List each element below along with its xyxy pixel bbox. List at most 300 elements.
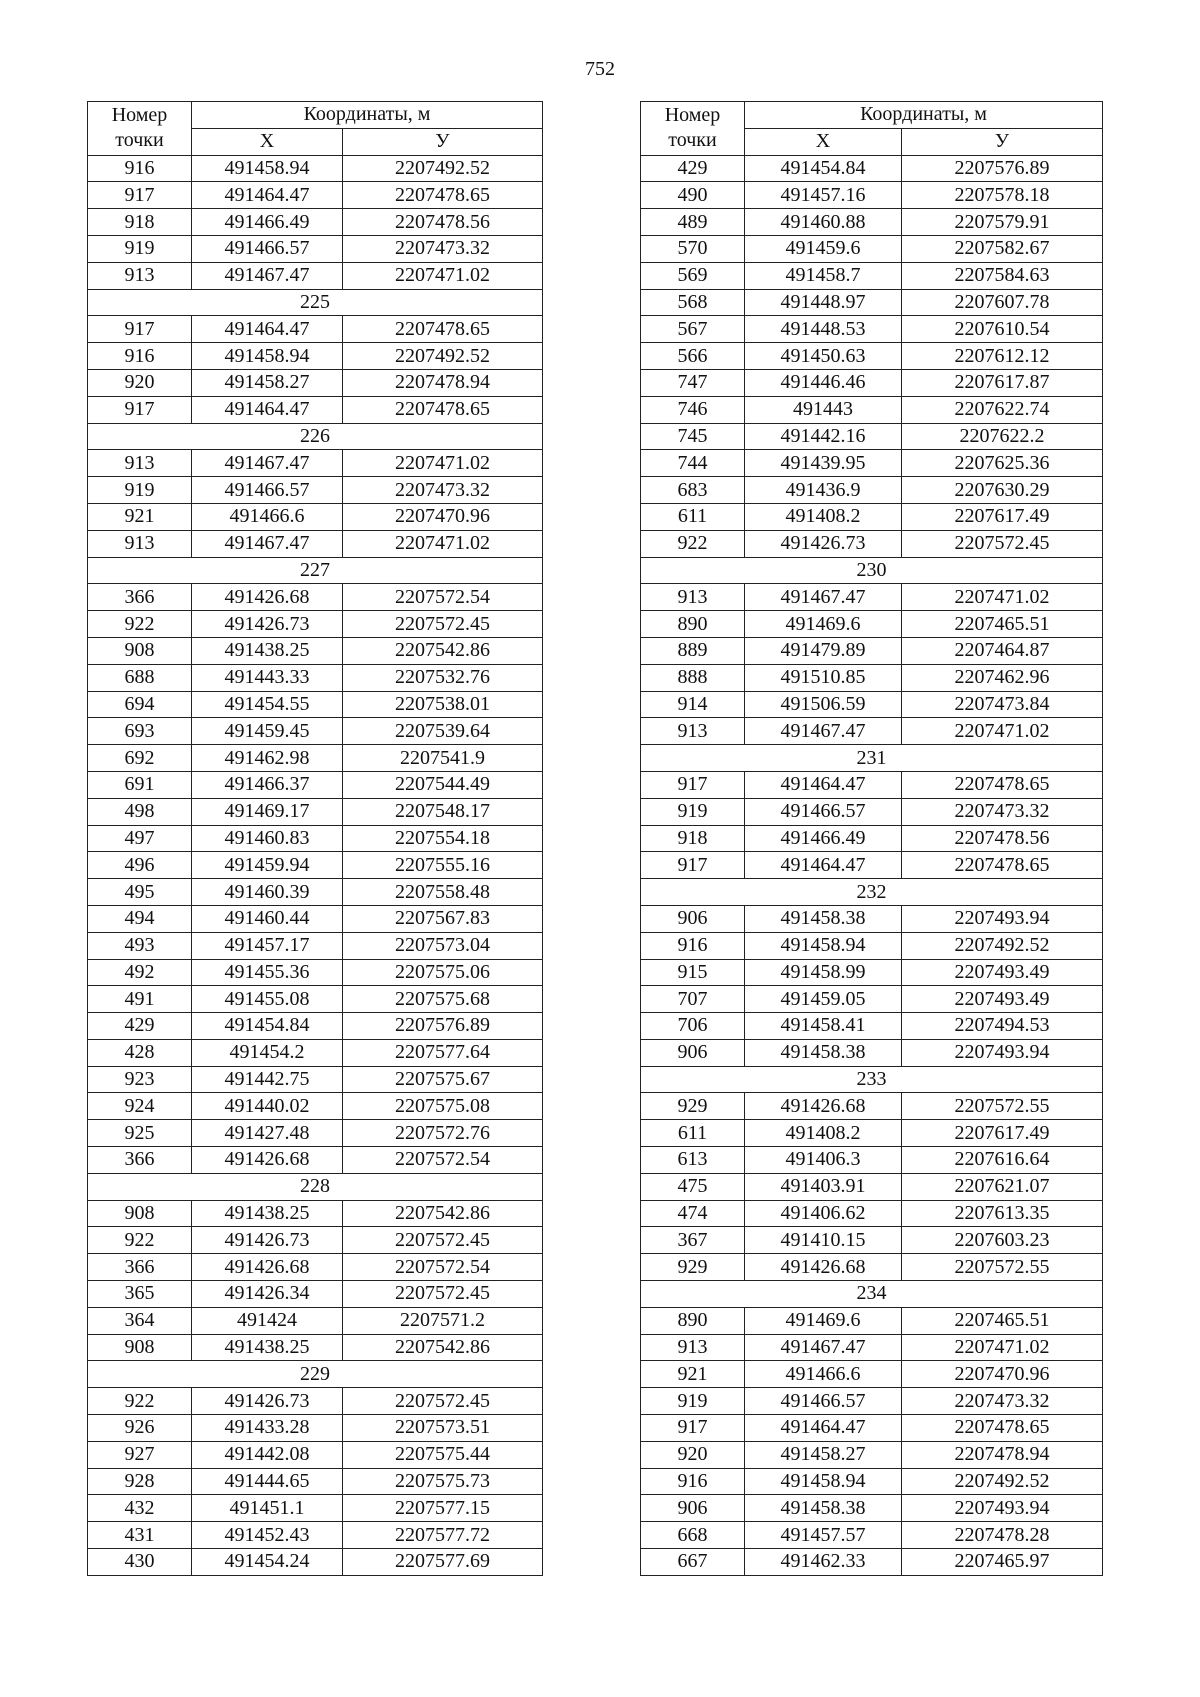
x-coordinate-cell: 491464.47 (745, 1415, 902, 1442)
x-coordinate-cell: 491467.47 (745, 718, 902, 745)
point-number-cell: 495 (88, 879, 192, 906)
section-number: 229 (88, 1361, 543, 1388)
x-coordinate-cell: 491479.89 (745, 637, 902, 664)
y-coordinate-cell: 2207622.74 (902, 396, 1103, 423)
x-coordinate-cell: 491458.94 (745, 932, 902, 959)
table-row (641, 905, 1103, 932)
table-row (88, 1522, 543, 1549)
x-coordinate-cell: 491406.62 (745, 1200, 902, 1227)
y-coordinate-cell: 2207494.53 (902, 1013, 1103, 1040)
x-coordinate-cell: 491464.47 (192, 396, 343, 423)
point-number-header: Номер точки (88, 102, 192, 156)
table-row (88, 1147, 543, 1174)
point-number-cell: 922 (88, 1388, 192, 1415)
table-row (641, 209, 1103, 236)
y-coordinate-cell: 2207478.56 (902, 825, 1103, 852)
table-row (641, 1039, 1103, 1066)
table-header-row (641, 102, 1103, 129)
point-number-cell: 926 (88, 1415, 192, 1442)
x-coordinate-cell: 491446.46 (745, 369, 902, 396)
x-coordinate-cell: 491457.57 (745, 1522, 902, 1549)
table-row (88, 798, 543, 825)
table-row (641, 1254, 1103, 1281)
point-number-cell: 569 (641, 262, 745, 289)
point-number-cell: 568 (641, 289, 745, 316)
x-coordinate-cell: 491458.7 (745, 262, 902, 289)
y-coordinate-cell: 2207575.06 (343, 959, 543, 986)
y-coordinate-cell: 2207471.02 (343, 530, 543, 557)
y-coordinate-cell: 2207621.07 (902, 1173, 1103, 1200)
y-coordinate-cell: 2207493.94 (902, 905, 1103, 932)
x-coordinate-cell: 491426.68 (192, 1254, 343, 1281)
x-coordinate-cell: 491462.98 (192, 745, 343, 772)
x-coordinate-cell: 491443.33 (192, 664, 343, 691)
y-coordinate-cell: 2207464.87 (902, 637, 1103, 664)
point-number-cell: 929 (641, 1254, 745, 1281)
table-row (88, 1066, 543, 1093)
y-coordinate-cell: 2207478.65 (343, 316, 543, 343)
x-coordinate-cell: 491459.05 (745, 986, 902, 1013)
y-coordinate-cell: 2207572.76 (343, 1120, 543, 1147)
section-number: 228 (88, 1173, 543, 1200)
y-coordinate-cell: 2207478.28 (902, 1522, 1103, 1549)
y-coordinate-cell: 2207584.63 (902, 262, 1103, 289)
table-row (641, 477, 1103, 504)
section-row (88, 423, 543, 450)
table-row (641, 1468, 1103, 1495)
y-coordinate-cell: 2207572.45 (343, 611, 543, 638)
table-row (641, 1200, 1103, 1227)
point-number-cell: 432 (88, 1495, 192, 1522)
point-number-cell: 683 (641, 477, 745, 504)
point-number-cell: 921 (641, 1361, 745, 1388)
point-number-cell: 916 (88, 343, 192, 370)
point-number-cell: 917 (641, 852, 745, 879)
point-number-cell: 922 (88, 1227, 192, 1254)
section-row (88, 557, 543, 584)
table-row (88, 879, 543, 906)
y-header: У (902, 128, 1103, 155)
x-coordinate-cell: 491442.75 (192, 1066, 343, 1093)
point-number-cell: 929 (641, 1093, 745, 1120)
x-coordinate-cell: 491464.47 (745, 852, 902, 879)
y-coordinate-cell: 2207572.45 (902, 530, 1103, 557)
table-row (88, 209, 543, 236)
table-row (641, 1173, 1103, 1200)
y-coordinate-cell: 2207493.49 (902, 959, 1103, 986)
point-number-cell: 567 (641, 316, 745, 343)
point-number-cell: 918 (88, 209, 192, 236)
table-row (88, 1468, 543, 1495)
y-coordinate-cell: 2207554.18 (343, 825, 543, 852)
y-coordinate-cell: 2207572.45 (343, 1388, 543, 1415)
point-number-cell: 913 (641, 584, 745, 611)
section-row (88, 289, 543, 316)
x-coordinate-cell: 491510.85 (745, 664, 902, 691)
table-row (88, 1441, 543, 1468)
x-coordinate-cell: 491458.94 (192, 155, 343, 182)
x-coordinate-cell: 491457.16 (745, 182, 902, 209)
point-number-cell: 496 (88, 852, 192, 879)
y-coordinate-cell: 2207478.94 (902, 1441, 1103, 1468)
point-number-cell: 431 (88, 1522, 192, 1549)
point-number-cell: 889 (641, 637, 745, 664)
x-coordinate-cell: 491427.48 (192, 1120, 343, 1147)
table-row (88, 1120, 543, 1147)
table-row (641, 289, 1103, 316)
right-coordinates-table (640, 101, 1103, 1576)
point-number-cell: 489 (641, 209, 745, 236)
x-coordinate-cell: 491452.43 (192, 1522, 343, 1549)
point-number-cell: 906 (641, 1495, 745, 1522)
point-number-cell: 366 (88, 1147, 192, 1174)
x-coordinate-cell: 491469.6 (745, 1307, 902, 1334)
y-coordinate-cell: 2207478.65 (902, 852, 1103, 879)
y-coordinate-cell: 2207492.52 (343, 155, 543, 182)
y-coordinate-cell: 2207613.35 (902, 1200, 1103, 1227)
table-row (88, 1495, 543, 1522)
point-number-cell: 918 (641, 825, 745, 852)
table-row (88, 959, 543, 986)
table-row (641, 396, 1103, 423)
table-row (88, 852, 543, 879)
point-number-cell: 668 (641, 1522, 745, 1549)
section-row (641, 745, 1103, 772)
point-number-cell: 914 (641, 691, 745, 718)
point-number-cell: 694 (88, 691, 192, 718)
y-coordinate-cell: 2207575.08 (343, 1093, 543, 1120)
table-row (641, 1227, 1103, 1254)
y-coordinate-cell: 2207622.2 (902, 423, 1103, 450)
x-coordinate-cell: 491466.49 (192, 209, 343, 236)
y-coordinate-cell: 2207492.52 (902, 932, 1103, 959)
x-coordinate-cell: 491466.57 (745, 1388, 902, 1415)
x-coordinate-cell: 491438.25 (192, 1334, 343, 1361)
y-coordinate-cell: 2207617.49 (902, 1120, 1103, 1147)
section-number: 233 (641, 1066, 1103, 1093)
table-row (88, 664, 543, 691)
point-number-cell: 908 (88, 637, 192, 664)
x-coordinate-cell: 491460.44 (192, 905, 343, 932)
y-coordinate-cell: 2207478.56 (343, 209, 543, 236)
left-coordinates-table (87, 101, 543, 1576)
x-coordinate-cell: 491424 (192, 1307, 343, 1334)
y-coordinate-cell: 2207465.97 (902, 1549, 1103, 1576)
x-coordinate-cell: 491458.27 (745, 1441, 902, 1468)
x-coordinate-cell: 491469.6 (745, 611, 902, 638)
x-coordinate-cell: 491451.1 (192, 1495, 343, 1522)
x-coordinate-cell: 491466.6 (745, 1361, 902, 1388)
point-number-cell: 693 (88, 718, 192, 745)
y-coordinate-cell: 2207493.94 (902, 1039, 1103, 1066)
point-number-cell: 913 (641, 718, 745, 745)
x-coordinate-cell: 491403.91 (745, 1173, 902, 1200)
x-coordinate-cell: 491464.47 (745, 771, 902, 798)
x-coordinate-cell: 491469.17 (192, 798, 343, 825)
section-number: 234 (641, 1281, 1103, 1308)
table-row (641, 1415, 1103, 1442)
y-coordinate-cell: 2207492.52 (343, 343, 543, 370)
x-coordinate-cell: 491426.73 (192, 1227, 343, 1254)
point-number-cell: 922 (641, 530, 745, 557)
y-coordinate-cell: 2207571.2 (343, 1307, 543, 1334)
y-coordinate-cell: 2207575.68 (343, 986, 543, 1013)
y-coordinate-cell: 2207577.15 (343, 1495, 543, 1522)
point-number-cell: 492 (88, 959, 192, 986)
y-coordinate-cell: 2207478.65 (902, 1415, 1103, 1442)
x-coordinate-cell: 491459.94 (192, 852, 343, 879)
table-row (641, 182, 1103, 209)
point-number-cell: 927 (88, 1441, 192, 1468)
table-row (88, 584, 543, 611)
point-number-cell: 667 (641, 1549, 745, 1576)
section-number: 225 (88, 289, 543, 316)
x-coordinate-cell: 491466.57 (745, 798, 902, 825)
table-row (641, 584, 1103, 611)
table-row (641, 235, 1103, 262)
point-number-cell: 925 (88, 1120, 192, 1147)
y-coordinate-cell: 2207462.96 (902, 664, 1103, 691)
y-coordinate-cell: 2207577.64 (343, 1039, 543, 1066)
table-row (641, 798, 1103, 825)
x-coordinate-cell: 491426.34 (192, 1281, 343, 1308)
table-row (88, 530, 543, 557)
x-coordinate-cell: 491466.57 (192, 477, 343, 504)
y-coordinate-cell: 2207492.52 (902, 1468, 1103, 1495)
point-number-cell: 908 (88, 1200, 192, 1227)
table-row (88, 316, 543, 343)
x-coordinate-cell: 491460.83 (192, 825, 343, 852)
x-coordinate-cell: 491458.41 (745, 1013, 902, 1040)
y-coordinate-cell: 2207573.04 (343, 932, 543, 959)
x-coordinate-cell: 491433.28 (192, 1415, 343, 1442)
y-coordinate-cell: 2207539.64 (343, 718, 543, 745)
table-row (88, 1254, 543, 1281)
y-header: У (343, 128, 543, 155)
x-coordinate-cell: 491426.68 (745, 1254, 902, 1281)
table-row (641, 503, 1103, 530)
point-number-cell: 919 (641, 798, 745, 825)
table-row (88, 1415, 543, 1442)
x-coordinate-cell: 491455.08 (192, 986, 343, 1013)
table-row (641, 959, 1103, 986)
table-header-row (88, 102, 543, 129)
y-coordinate-cell: 2207548.17 (343, 798, 543, 825)
section-number: 231 (641, 745, 1103, 772)
point-number-cell: 919 (88, 235, 192, 262)
point-number-cell: 906 (641, 905, 745, 932)
x-coordinate-cell: 491466.6 (192, 503, 343, 530)
x-coordinate-cell: 491459.45 (192, 718, 343, 745)
table-row (88, 235, 543, 262)
y-coordinate-cell: 2207577.69 (343, 1549, 543, 1576)
y-coordinate-cell: 2207473.32 (902, 1388, 1103, 1415)
point-number-cell: 916 (641, 932, 745, 959)
x-coordinate-cell: 491426.68 (745, 1093, 902, 1120)
x-coordinate-cell: 491438.25 (192, 637, 343, 664)
point-number-cell: 913 (88, 450, 192, 477)
y-coordinate-cell: 2207575.67 (343, 1066, 543, 1093)
table-row (88, 718, 543, 745)
x-coordinate-cell: 491454.84 (192, 1013, 343, 1040)
x-coordinate-cell: 491467.47 (192, 262, 343, 289)
table-row (88, 1281, 543, 1308)
point-number-cell: 570 (641, 235, 745, 262)
point-number-cell: 890 (641, 611, 745, 638)
x-coordinate-cell: 491460.39 (192, 879, 343, 906)
y-coordinate-cell: 2207577.72 (343, 1522, 543, 1549)
x-coordinate-cell: 491426.68 (192, 584, 343, 611)
point-number-cell: 364 (88, 1307, 192, 1334)
section-number: 232 (641, 879, 1103, 906)
table-row (641, 1549, 1103, 1576)
x-coordinate-cell: 491454.2 (192, 1039, 343, 1066)
point-number-cell: 888 (641, 664, 745, 691)
point-number-cell: 707 (641, 986, 745, 1013)
y-coordinate-cell: 2207538.01 (343, 691, 543, 718)
point-number-cell: 474 (641, 1200, 745, 1227)
y-coordinate-cell: 2207473.84 (902, 691, 1103, 718)
y-coordinate-cell: 2207576.89 (343, 1013, 543, 1040)
section-row (641, 879, 1103, 906)
y-coordinate-cell: 2207473.32 (902, 798, 1103, 825)
table-row (88, 503, 543, 530)
y-coordinate-cell: 2207558.48 (343, 879, 543, 906)
point-number-cell: 691 (88, 771, 192, 798)
y-coordinate-cell: 2207544.49 (343, 771, 543, 798)
table-row (88, 1334, 543, 1361)
table-row (88, 691, 543, 718)
section-number: 227 (88, 557, 543, 584)
y-coordinate-cell: 2207575.44 (343, 1441, 543, 1468)
table-row (88, 1200, 543, 1227)
y-coordinate-cell: 2207572.54 (343, 1147, 543, 1174)
point-number-cell: 745 (641, 423, 745, 450)
y-coordinate-cell: 2207555.16 (343, 852, 543, 879)
point-number-cell: 890 (641, 1307, 745, 1334)
point-number-cell: 744 (641, 450, 745, 477)
point-number-cell: 917 (88, 316, 192, 343)
x-coordinate-cell: 491458.38 (745, 905, 902, 932)
x-coordinate-cell: 491444.65 (192, 1468, 343, 1495)
point-number-header: Номер точки (641, 102, 745, 156)
point-number-cell: 917 (88, 182, 192, 209)
table-row (641, 1147, 1103, 1174)
table-row (641, 450, 1103, 477)
point-number-cell: 706 (641, 1013, 745, 1040)
point-number-cell: 366 (88, 1254, 192, 1281)
table-row (88, 825, 543, 852)
table-row (88, 1307, 543, 1334)
y-coordinate-cell: 2207471.02 (343, 450, 543, 477)
x-coordinate-cell: 491464.47 (192, 316, 343, 343)
x-coordinate-cell: 491466.57 (192, 235, 343, 262)
x-coordinate-cell: 491460.88 (745, 209, 902, 236)
y-coordinate-cell: 2207542.86 (343, 637, 543, 664)
x-coordinate-cell: 491458.94 (192, 343, 343, 370)
section-number: 230 (641, 557, 1103, 584)
y-coordinate-cell: 2207470.96 (902, 1361, 1103, 1388)
table-row (641, 530, 1103, 557)
point-number-cell: 490 (641, 182, 745, 209)
y-coordinate-cell: 2207625.36 (902, 450, 1103, 477)
point-number-cell: 915 (641, 959, 745, 986)
x-coordinate-cell: 491458.99 (745, 959, 902, 986)
table-row (88, 155, 543, 182)
y-coordinate-cell: 2207572.55 (902, 1093, 1103, 1120)
point-number-cell: 428 (88, 1039, 192, 1066)
point-number-cell: 493 (88, 932, 192, 959)
table-row (88, 1093, 543, 1120)
x-coordinate-cell: 491464.47 (192, 182, 343, 209)
point-number-cell: 498 (88, 798, 192, 825)
section-row (88, 1173, 543, 1200)
table-row (88, 262, 543, 289)
x-coordinate-cell: 491408.2 (745, 1120, 902, 1147)
x-coordinate-cell: 491455.36 (192, 959, 343, 986)
table-row (88, 932, 543, 959)
table-row (88, 396, 543, 423)
x-coordinate-cell: 491410.15 (745, 1227, 902, 1254)
table-row (88, 611, 543, 638)
x-coordinate-cell: 491450.63 (745, 343, 902, 370)
x-coordinate-cell: 491466.49 (745, 825, 902, 852)
table-row (641, 1307, 1103, 1334)
x-coordinate-cell: 491408.2 (745, 503, 902, 530)
y-coordinate-cell: 2207541.9 (343, 745, 543, 772)
coordinates-header: Координаты, м (745, 102, 1103, 129)
x-coordinate-cell: 491443 (745, 396, 902, 423)
x-coordinate-cell: 491448.97 (745, 289, 902, 316)
y-coordinate-cell: 2207610.54 (902, 316, 1103, 343)
coordinates-header: Координаты, м (192, 102, 543, 129)
x-coordinate-cell: 491458.94 (745, 1468, 902, 1495)
y-coordinate-cell: 2207470.96 (343, 503, 543, 530)
x-coordinate-cell: 491426.68 (192, 1147, 343, 1174)
x-coordinate-cell: 491448.53 (745, 316, 902, 343)
table-row (641, 1441, 1103, 1468)
table-row (641, 1388, 1103, 1415)
point-number-cell: 430 (88, 1549, 192, 1576)
point-number-cell: 908 (88, 1334, 192, 1361)
point-number-cell: 919 (88, 477, 192, 504)
x-header: X (745, 128, 902, 155)
point-number-cell: 919 (641, 1388, 745, 1415)
x-coordinate-cell: 491426.73 (192, 1388, 343, 1415)
y-coordinate-cell: 2207572.54 (343, 1254, 543, 1281)
point-number-cell: 922 (88, 611, 192, 638)
x-coordinate-cell: 491454.84 (745, 155, 902, 182)
y-coordinate-cell: 2207465.51 (902, 1307, 1103, 1334)
point-number-cell: 692 (88, 745, 192, 772)
y-coordinate-cell: 2207532.76 (343, 664, 543, 691)
point-number-cell: 566 (641, 343, 745, 370)
table-row (641, 1013, 1103, 1040)
y-coordinate-cell: 2207603.23 (902, 1227, 1103, 1254)
x-coordinate-cell: 491406.3 (745, 1147, 902, 1174)
table-row (88, 905, 543, 932)
point-number-cell: 367 (641, 1227, 745, 1254)
table-row (641, 718, 1103, 745)
table-row (88, 343, 543, 370)
table-row (641, 343, 1103, 370)
point-number-cell: 611 (641, 1120, 745, 1147)
y-coordinate-cell: 2207471.02 (902, 584, 1103, 611)
point-number-cell: 921 (88, 503, 192, 530)
point-number-cell: 917 (641, 1415, 745, 1442)
y-coordinate-cell: 2207579.91 (902, 209, 1103, 236)
table-row (88, 182, 543, 209)
